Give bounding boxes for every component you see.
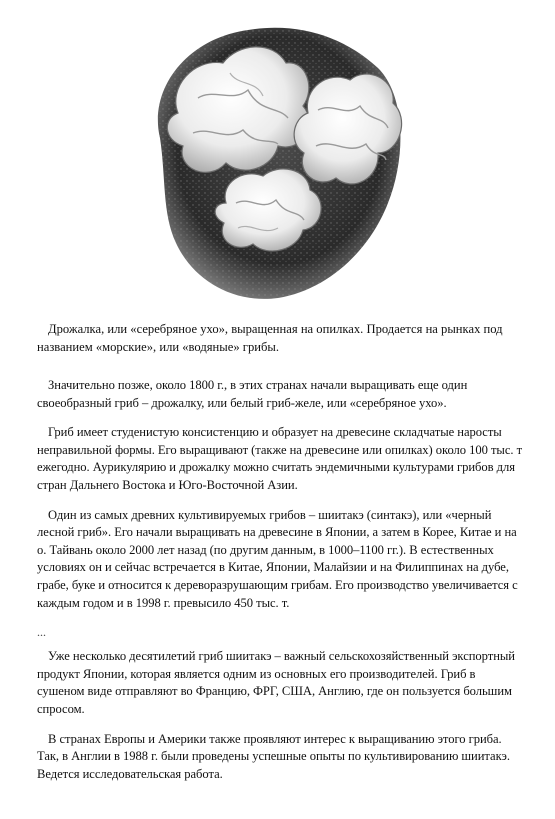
tremella-mushroom-illustration bbox=[138, 18, 410, 304]
paragraph: Значительно позже, около 1800 г., в этих странах начали выращивать еще один своеобразный гриб – дрожалку, или белый гриб-желе, или «серебряное ухо». bbox=[37, 378, 468, 410]
figure-caption: Дрожалка, или «серебряное ухо», выращенная на опилках. Продается на рынках под названием «морские», или «водяные» грибы. bbox=[37, 322, 503, 354]
paragraph: Уже несколько десятилетий гриб шиитакэ – важный сельскохозяйственный экспортный продукт Японии, которая является одним из основных его производителей. Гриб в сушеном виде отправляют во Францию, ФРГ, США, Англию, где он пользуется большим спросом. bbox=[37, 649, 515, 716]
paragraph: В странах Европы и Америки также проявляют интерес к выращиванию этого гриба. Так, в Англии в 1988 г. были проведены успешные опыты по культивированию шиитакэ. Ведется исследовательская работа. bbox=[37, 731, 510, 781]
omission-ellipsis: ... bbox=[37, 625, 46, 640]
paragraph: Один из самых древних культивируемых грибов – шиитакэ (синтакэ), или «черный лесной гриб». Его начали выращивать на древесине в Японии, а затем в Корее, Китае и на о. Тайвань около 2000 лет назад (по другим данным, в 1000–1100 гг.). В естественных условиях он и сейчас встречается в Китае, Японии, Малайзии и на Филиппинах на дубе, грабе, буке и относится к дереворазрушающим грибам. Его производство увеличивается с каждым годом и в 1998 г. превысило 450 тыс. т. bbox=[37, 507, 518, 610]
article-body bbox=[37, 377, 524, 795]
paragraph: Гриб имеет студенистую консистенцию и образует на древесине складчатые наросты неправильной формы. Его выращивают (также на древесине или опилках) около 100 тыс. т ежегодно. Аурикулярию и дрожалку можно считать эндемичными культурами грибов для стран Дальнего Востока и Юго-Восточной Азии. bbox=[37, 425, 523, 492]
